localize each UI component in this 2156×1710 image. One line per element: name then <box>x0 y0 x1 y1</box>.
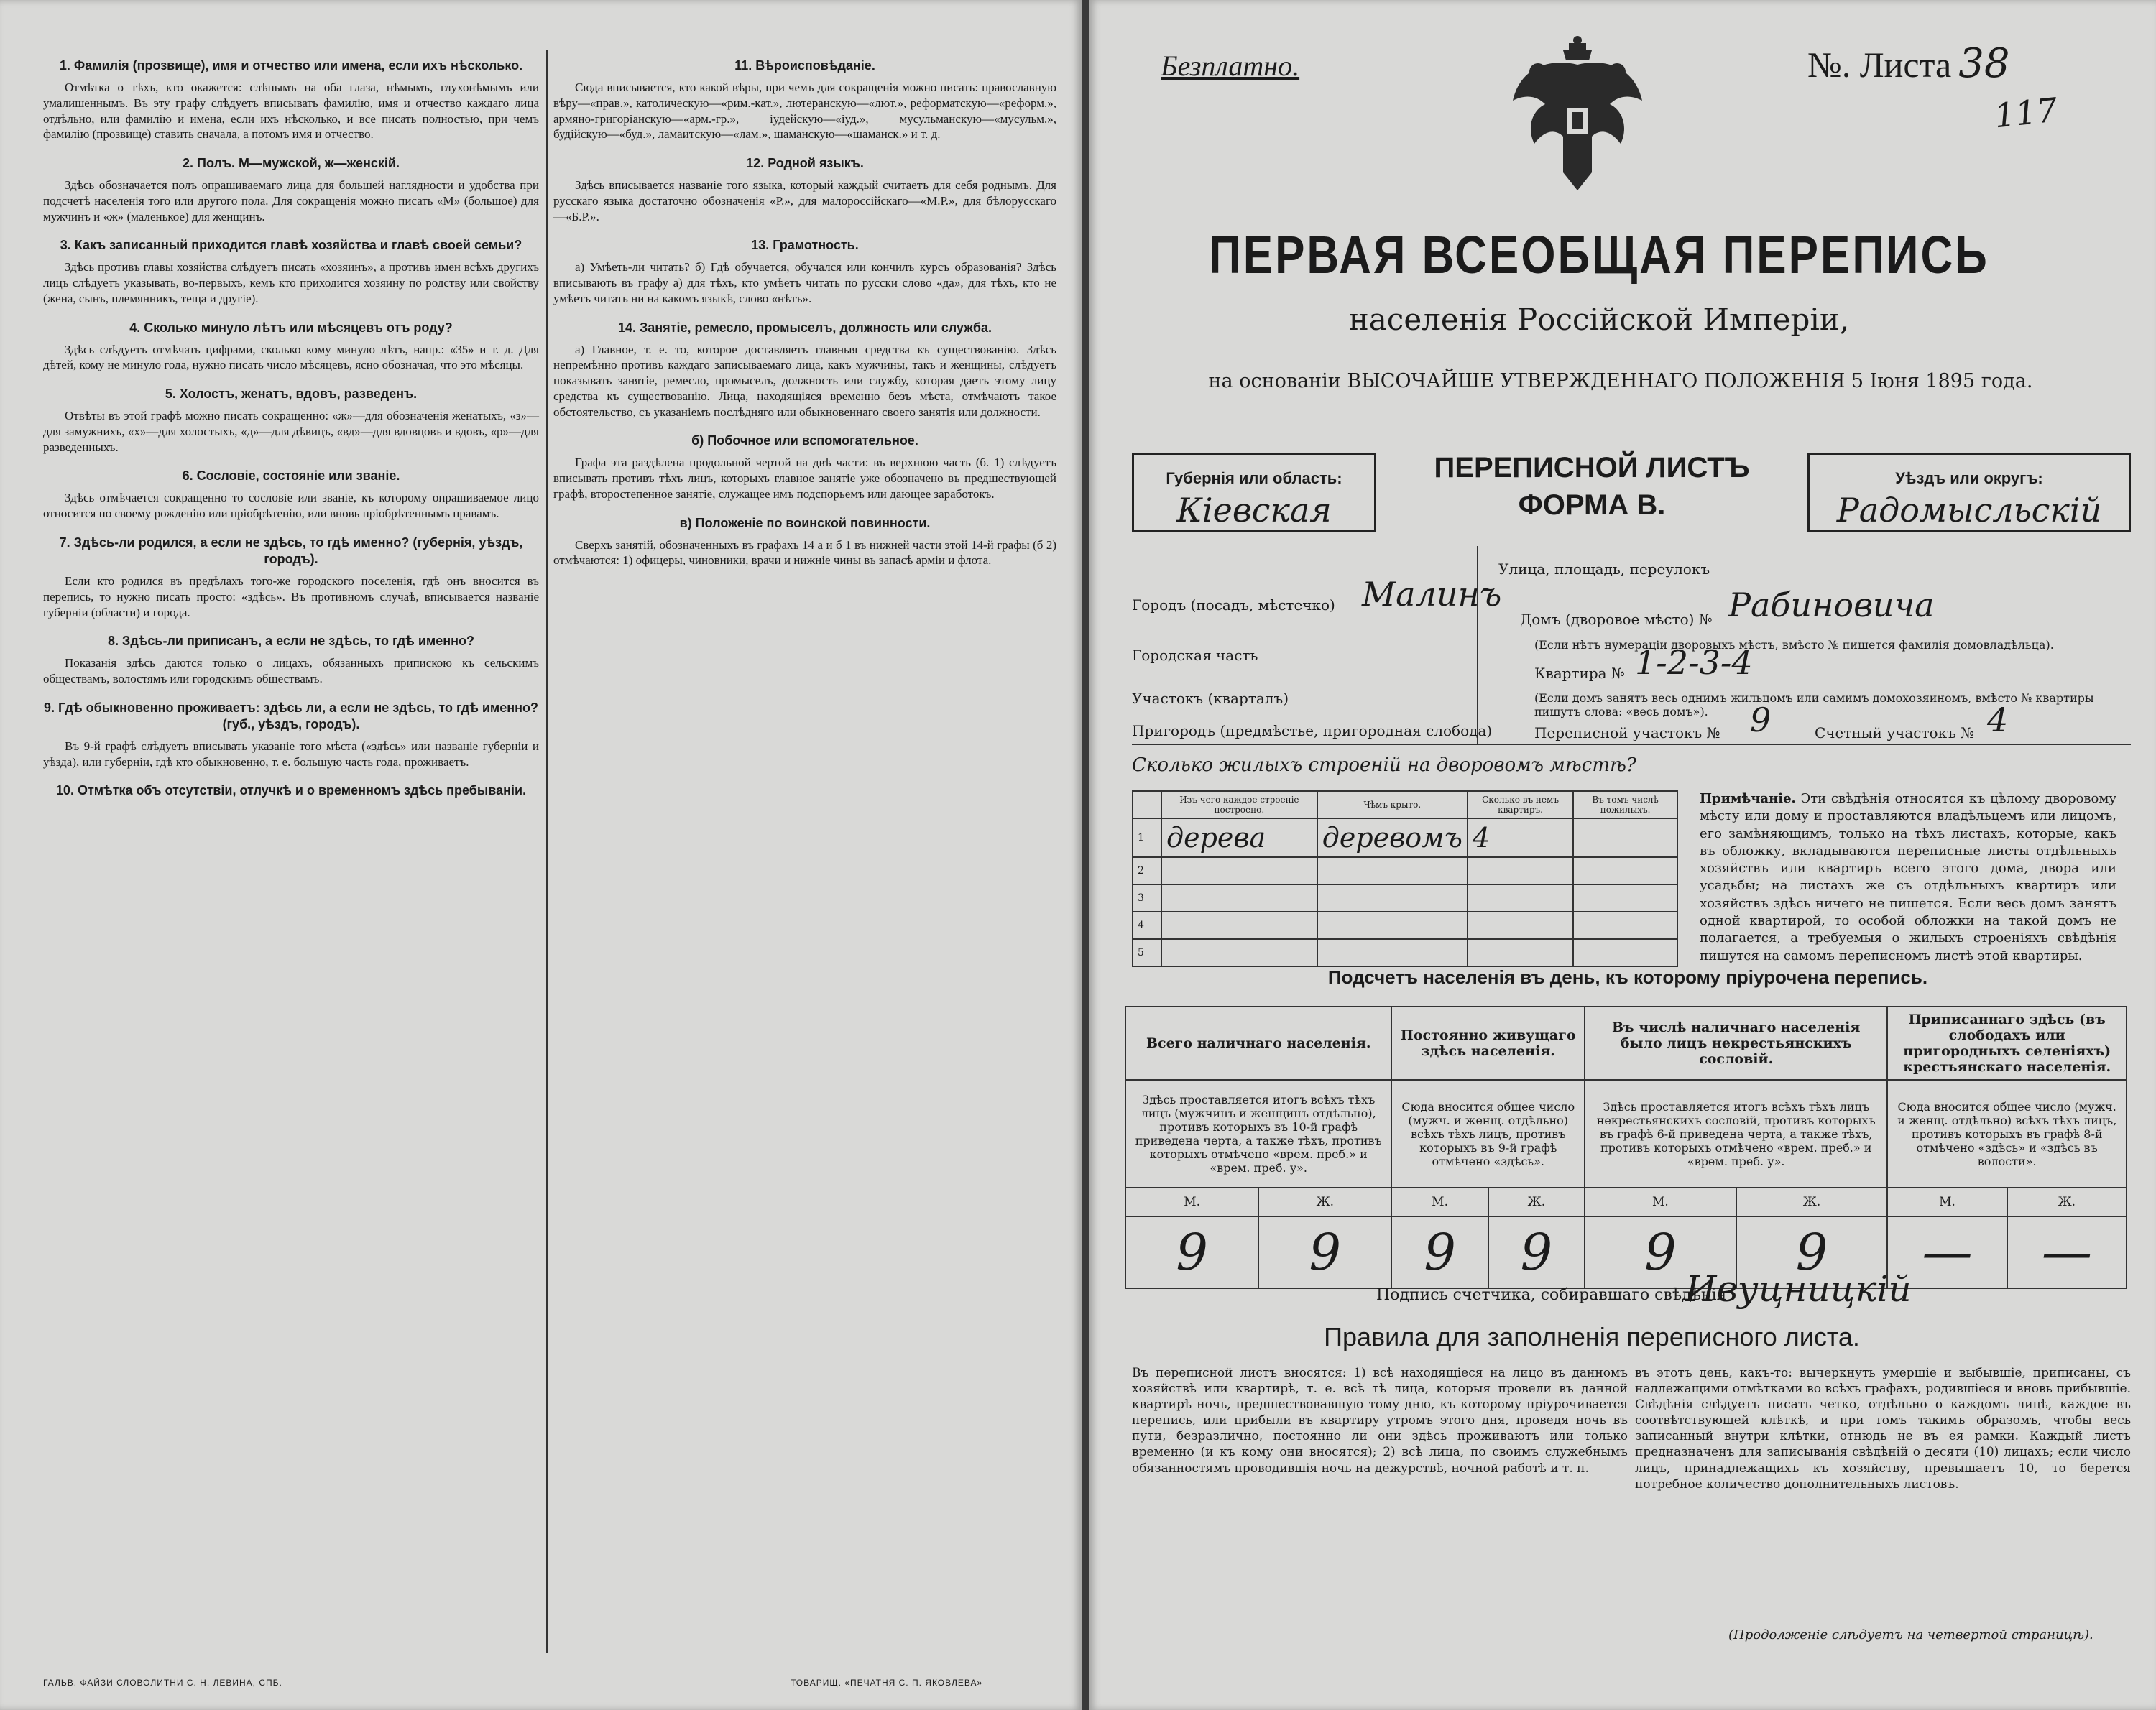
buildings-header-cell <box>1133 791 1161 818</box>
signature-label: Подпись счетчика, собиравшаго свѣдѣнія <box>1376 1286 1727 1304</box>
instruction-heading: 9. Гдѣ обыкновенно проживаетъ: здѣсь ли, а если не здѣсь, то гдѣ именно? (губ., уѣздъ, городъ). <box>43 700 538 731</box>
buildings-cell <box>1573 857 1677 884</box>
buildings-cell: 5 <box>1133 939 1161 966</box>
instruction-body: Здѣсь слѣдуетъ отмѣчать цифрами, сколько кому минуло лѣтъ, напр.: «35» и т. д. Для дѣтей, кому не минуло года, нужно писать число мѣсяцевъ, ясно обозначая, что это мѣсяцы. <box>43 342 539 372</box>
buildings-cell <box>1468 912 1573 939</box>
count-value: 9 <box>1258 1216 1391 1288</box>
instruction-body: Отмѣтка о тѣхъ, кто окажется: слѣпымъ на оба глаза, нѣмымъ, глухонѣмымъ или умалишеннымъ. Въ эту графу слѣдуетъ вписывать фамилію, имя и отчество каждаго лица отдѣльно, или фамилію и имена, если ихъ нѣсколько, и все писать полностью, при чемъ фамилію (прозвище) ставить сначала, а потомъ имя и отчество. <box>43 80 539 142</box>
count-value: — <box>2007 1216 2127 1288</box>
sex-label: М. <box>1887 1188 2007 1216</box>
town-value: Малинъ <box>1362 575 1502 614</box>
instruction-heading: 3. Какъ записанный приходится главѣ хозяйства и главѣ своей семьи? <box>60 238 522 253</box>
census-subtitle: населенія Россійской Имперіи, <box>1348 302 1850 337</box>
count-description: Здѣсь проставляется итогъ всѣхъ тѣхъ лицъ некрестьянскихъ сословій, противъ которыхъ въ графѣ 6-й приведена черта, а также тѣхъ, противъ которыхъ отмѣчено «врем. преб.» и «врем. преб. у». <box>1585 1080 1887 1188</box>
instruction-body: Отвѣты въ этой графѣ можно писать сокращенно: «ж»—для обозначенія женатыхъ, «з»—для замужнихъ, «х»—для холостыхъ, «д»—для дѣвицъ, «вд»—для вдовцовъ и вдовъ, «р»—для разведенныхъ. <box>43 409 539 454</box>
uezd-box <box>1807 453 2131 532</box>
instruction-body: Въ 9-й графѣ слѣдуетъ вписывать указаніе того мѣста («здѣсь» или названіе губерніи и уѣзда), или губерніи, гдѣ кто обыкновенно, т. е. большую часть года, проживаетъ. <box>43 739 539 769</box>
buildings-table <box>1132 790 1678 967</box>
count-header: Постоянно живущаго здѣсь населенія. <box>1391 1007 1585 1080</box>
apartment-label: Квартира № <box>1534 665 1625 682</box>
buildings-row <box>1133 939 1677 966</box>
instruction-section <box>553 237 1056 306</box>
address-bottom-rule <box>1132 744 2131 745</box>
instruction-heading: 1. Фамилія (прозвище), имя и отчество или имена, если ихъ нѣсколько. <box>59 58 523 73</box>
buildings-row <box>1133 857 1677 884</box>
sheet-number-value: 38 <box>1958 40 2010 87</box>
sheet-type-line2: ФОРМА В. <box>1518 489 1666 521</box>
count-value: 9 <box>1736 1216 1888 1288</box>
buildings-cell <box>1573 939 1677 966</box>
sex-label: М. <box>1391 1188 1488 1216</box>
buildings-cell: дерева <box>1161 818 1317 857</box>
rules-column-1: Въ переписной листъ вносятся: 1) всѣ находящіеся на лицо въ данномъ хозяйствѣ или квартирѣ, т. е. всѣ тѣ лица, которыя провели въ данной квартирѣ ночь, предшествовавшую тому дню, къ которому пріурочивается перепись, или прибыли въ квартиру утромъ этого дня, проведя ночь въ пути, безразлично, постоянно ли они здѣсь проживаютъ или только временно (и къ кому они вносятся); 2) всѣ лица, по своимъ служебнымъ обязанностямъ проводившія ночь на дежурствѣ, ночной работѣ и т. п. <box>1132 1366 1628 1476</box>
instruction-section <box>43 633 539 687</box>
count-header: Всего наличнаго населенія. <box>1125 1007 1391 1080</box>
buildings-cell <box>1161 912 1317 939</box>
census-district-value: 9 <box>1750 701 1772 739</box>
instruction-section <box>553 515 1056 569</box>
instruction-heading: 13. Грамотность. <box>751 238 859 253</box>
buildings-header-cell: Чѣмъ крыто. <box>1317 791 1468 818</box>
sex-label: М. <box>1125 1188 1258 1216</box>
apartment-note: (Если домъ занятъ весь однимъ жильцомъ или самимъ домохозяиномъ, вмѣсто № квартиры пишутъ слова: «весь домъ»). <box>1534 691 2094 718</box>
house-note: (Если нѣтъ нумераціи дворовыхъ мѣстъ, вмѣсто № пишется фамилія домовладѣльца). <box>1534 638 2054 652</box>
instruction-body: Если кто родился въ предѣлахъ того-же городского поселенія, гдѣ онъ вносится въ перепись, то нужно писать просто: «здѣсь». Въ противномъ случаѣ, вписывается названіе губерніи (области) и города. <box>43 574 539 619</box>
population-count-table <box>1125 1006 2127 1289</box>
instruction-heading: 5. Холостъ, женатъ, вдовъ, разведенъ. <box>165 387 418 402</box>
count-description: Здѣсь проставляется итогъ всѣхъ тѣхъ лицъ (мужчинъ и женщинъ отдѣльно), противъ которыхъ въ 10-й графѣ приведена черта, а также тѣхъ, противъ которыхъ отмѣчено «врем. преб.» и «врем. преб. у». <box>1125 1080 1391 1188</box>
sheet-type-line1: ПЕРЕПИСНОЙ ЛИСТЪ <box>1434 452 1750 484</box>
counting-district-value: 4 <box>1987 701 2009 739</box>
instruction-section <box>43 57 539 142</box>
double-headed-eagle-emblem <box>1506 29 1649 194</box>
count-header: Въ числѣ наличнаго населенія было лицъ некрестьянскихъ сословій. <box>1585 1007 1887 1080</box>
buildings-header-cell: Въ томъ числѣ пожилыхъ. <box>1573 791 1677 818</box>
buildings-question: Сколько жилыхъ строеній на дворовомъ мѣстѣ? <box>1132 754 1636 776</box>
buildings-cell <box>1573 884 1677 912</box>
instruction-body: Здѣсь противъ главы хозяйства слѣдуетъ писать «хозяинъ», а противъ имен всѣхъ другихъ лицъ слѣдуетъ указывать, во-первыхъ, кемъ кто приходится хозяину по родству или свойству (жена, сынъ, племянникъ, теща и другіе). <box>43 260 539 305</box>
free-label: Безплатно. <box>1161 50 1300 82</box>
buildings-cell <box>1161 857 1317 884</box>
instruction-section <box>43 155 539 224</box>
buildings-cell <box>1468 857 1573 884</box>
sex-label: Ж. <box>2007 1188 2127 1216</box>
instruction-section <box>43 468 539 522</box>
instruction-body: Сюда вписывается, кто какой вѣры, при чемъ для сокращенія можно писать: православную вѣру—«прав.», католическую—«рим.-кат.», лютеранскую—«лют.», реформатскую—«реформ.», армяно-григоріанскую—«арм.-гр.», іудейскую—«іуд.», мусульманскую—«мусульм.», будійскую—«буд.», ламаитскую—«лам.», шаманскую—«шаманск.» и т. д. <box>553 80 1056 142</box>
buildings-row <box>1133 912 1677 939</box>
instruction-body: Сверхъ занятій, обозначенныхъ въ графахъ 14 а и б 1 въ нижней части этой 14-й графы (б 2) отмѣчаются: 1) офицеры, чиновники, врачи и нижніе чины въ запасѣ арміи и флота. <box>553 537 1056 568</box>
right-page <box>1089 0 2156 1710</box>
corner-handwritten-number: 117 <box>1992 90 2060 136</box>
sheet-number-label: №. Листа <box>1807 45 1952 85</box>
buildings-header-cell: Сколько въ немъ квартиръ. <box>1468 791 1573 818</box>
instruction-heading: 2. Полъ. М—мужской, ж—женскій. <box>183 156 400 171</box>
instruction-body: Здѣсь обозначается полъ опрашиваемаго лица для большей наглядности и удобства при подсчетѣ населенія того или другого пола. Для сокращенія можно писать «М» (большое) для мужчинъ и «ж» (маленькое) для женщинъ. <box>43 178 539 223</box>
suburb-label: Пригородъ (предмѣстье, пригородная слобода) <box>1132 722 1493 739</box>
rules-title: Правила для заполненія переписного листа. <box>1324 1322 1860 1351</box>
instruction-heading: 14. Занятіе, ремесло, промыселъ, должность или служба. <box>617 320 992 335</box>
instruction-heading: 10. Отмѣтка объ отсутствіи, отлучкѣ и о временномъ здѣсь пребываніи. <box>55 783 527 798</box>
buildings-cell <box>1317 912 1468 939</box>
buildings-row <box>1133 818 1677 857</box>
street-label: Улица, площадь, переулокъ <box>1498 560 1710 578</box>
sex-label: Ж. <box>1736 1188 1888 1216</box>
rules-column-2: въ этотъ день, какъ-то: вычеркнуть умершіе и выбывшіе, приписаны, съ надлежащими отмѣтками во всѣхъ графахъ, родившіеся и вновь прибывшіе. Свѣдѣнія слѣдуетъ писать четко, отдѣльно о каждомъ лицѣ, каждое въ соотвѣтствующей клѣткѣ, и при томъ такимъ образомъ, чтобы весь записанный внутри клѣтки, отнюдь не въ ея рамки. Каждый листъ предназначенъ для записыванія свѣдѣній о десяти (10) лицахъ; если число лицъ, принадлежащихъ къ хозяйству, превышаетъ 10, то берется потребное количество дополнительныхъ листовъ. <box>1635 1366 2131 1492</box>
guberniya-label: Губернія или область: <box>1166 469 1342 487</box>
instruction-body: Показанія здѣсь даются только о лицахъ, обязанныхъ припискою къ сельскимъ обществамъ, волостямъ или городскимъ обществамъ. <box>43 656 539 686</box>
house-value: Рабиновича <box>1728 586 1935 624</box>
instruction-section <box>43 700 539 770</box>
count-value: 9 <box>1125 1216 1258 1288</box>
instruction-body: Здѣсь вписывается названіе того языка, который каждый считаетъ для себя роднымъ. Для русскаго языка достаточно обозначенія «Р.», для малороссійскаго—«М.Р.», для бѣлорусскаго—«Б.Р.». <box>553 178 1056 223</box>
buildings-cell <box>1468 939 1573 966</box>
city-part-label: Городская часть <box>1132 647 1258 664</box>
instruction-section <box>553 433 1056 502</box>
census-title: ПЕРВАЯ ВСЕОБЩАЯ ПЕРЕПИСЬ <box>1209 226 1989 285</box>
population-count-title: Подсчетъ населенія въ день, къ которому пріурочена перепись. <box>1327 966 1928 988</box>
buildings-cell: 2 <box>1133 857 1161 884</box>
count-description: Сюда вносится общее число (мужч. и женщ. отдѣльно) всѣхъ тѣхъ лицъ, противъ которыхъ въ графѣ 8-й отмѣчено «здѣсь» и «здѣсь въ волости». <box>1887 1080 2127 1188</box>
guberniya-value: Кіевская <box>1176 491 1332 530</box>
count-value: 9 <box>1488 1216 1585 1288</box>
sheet-type <box>1398 449 1786 524</box>
instruction-heading: в) Положеніе по воинской повинности. <box>679 515 931 530</box>
printer-footer-left: ГАЛЬВ. ФАЙЗИ СЛОВОЛИТНИ С. Н. ЛЕВИНА, СПБ. <box>43 1678 282 1688</box>
buildings-cell <box>1573 912 1677 939</box>
town-label: Городъ (посадъ, мѣстечко) <box>1132 596 1335 614</box>
book-gutter <box>1082 0 1089 1710</box>
sex-label: Ж. <box>1488 1188 1585 1216</box>
note-head: Примѣчаніе. <box>1700 791 1796 806</box>
buildings-cell <box>1317 939 1468 966</box>
count-description: Сюда вносится общее число (мужч. и женщ. отдѣльно) всѣхъ тѣхъ лицъ, противъ которыхъ въ 9-й графѣ отмѣчено «здѣсь». <box>1391 1080 1585 1188</box>
buildings-cell: деревомъ <box>1317 818 1468 857</box>
count-value: 9 <box>1391 1216 1488 1288</box>
instruction-section <box>43 237 539 306</box>
instruction-body: а) Главное, т. е. то, которое доставляетъ главныя средства къ существованію. Здѣсь непремѣнно противъ каждаго записываемаго лица, какъ мужчины, такъ и женщины, слѣдуетъ показывать занятіе, ремесло, промыселъ, должность или службу, которая даетъ этому лицу средства къ существованію. Лица, находящіяся временно безъ мѣста, отмѣчаютъ такое обстоятельство, съ указаніемъ послѣдняго или обыкновеннаго своего занятія или должности. <box>553 342 1056 419</box>
instruction-heading: 8. Здѣсь-ли приписанъ, а если не здѣсь, то гдѣ именно? <box>108 634 474 649</box>
instruction-section <box>553 57 1056 142</box>
apartment-value: 1-2-3-4 <box>1635 643 1753 682</box>
instruction-heading: 7. Здѣсь-ли родился, а если не здѣсь, то гдѣ именно? (губернія, уѣздъ, городъ). <box>59 535 523 566</box>
instruction-body: а) Умѣеть-ли читать? б) Гдѣ обучается, обучался или кончилъ курсъ образованія? Здѣсь вписывають въ графу а) для тѣхъ, кто умѣетъ читать по русски слово «да», для тѣхъ, кто не умѣетъ читать ни на какомъ языкѣ, слово «нѣтъ». <box>553 260 1056 305</box>
buildings-cell: 3 <box>1133 884 1161 912</box>
instruction-section <box>43 320 539 374</box>
buildings-cell <box>1573 818 1677 857</box>
buildings-cell <box>1317 857 1468 884</box>
buildings-cell <box>1161 939 1317 966</box>
house-label: Домъ (дворовое мѣсто) № <box>1520 611 1713 628</box>
instruction-section <box>43 386 539 455</box>
instruction-heading: 12. Родной языкъ. <box>746 156 864 171</box>
instruction-section <box>553 320 1056 420</box>
buildings-cell <box>1468 884 1573 912</box>
buildings-cell: 1 <box>1133 818 1161 857</box>
district-label: Участокъ (кварталъ) <box>1132 690 1289 707</box>
buildings-row <box>1133 884 1677 912</box>
instruction-section <box>553 155 1056 224</box>
counting-district-label: Счетный участокъ № <box>1815 724 1975 741</box>
legal-basis: на основаніи ВЫСОЧАЙШЕ УТВЕРЖДЕННАГО ПОЛОЖЕНІЯ 5 Іюня 1895 года. <box>1208 370 2033 392</box>
sex-label: Ж. <box>1258 1188 1391 1216</box>
instruction-heading: 11. Вѣроисповѣданіе. <box>734 58 875 73</box>
sheet-number <box>1807 40 2010 87</box>
buildings-cell: 4 <box>1468 818 1573 857</box>
instruction-section <box>43 782 539 799</box>
uezd-label: Уѣздъ или округъ: <box>1895 469 2043 487</box>
enumerator-signature: Ивуцницкій <box>1685 1268 1912 1310</box>
instruction-heading: б) Побочное или вспомогательное. <box>691 433 918 448</box>
buildings-cell <box>1161 884 1317 912</box>
census-district-label: Переписной участокъ № <box>1534 724 1720 741</box>
buildings-header-cell: Изъ чего каждое строеніе построено. <box>1161 791 1317 818</box>
instruction-heading: 6. Сословіе, состояніе или званіе. <box>182 468 400 484</box>
count-value: — <box>1887 1216 2007 1288</box>
instructions-column-2 <box>553 57 1056 581</box>
note-text: Эти свѣдѣнія относятся къ цѣлому дворовому мѣсту или дому и проставляются владѣльцемъ или лицомъ, его замѣняющимъ, только на тѣхъ листахъ, которые, какъ въ обложку, вкладываются переписные листы отдѣльныхъ хозяйствъ или квартиръ всего этого дома, двора или усадьбы; на листахъ же съ отдѣльныхъ квартиръ или хозяйствъ здѣсь ничего не пишется. Если весь домъ занятъ одной квартирой, то особой обложки на такой домъ не полагается, а требуемыя о жилыхъ строеніяхъ свѣдѣнія пишутся на самомъ переписномъ листѣ этой квартиры. <box>1700 791 2116 963</box>
count-value: 9 <box>1585 1216 1736 1288</box>
rules-continued-note: (Продолженіе слѣдуетъ на четвертой страницѣ). <box>1728 1627 2093 1642</box>
printer-footer-right: ТОВАРИЩ. «ПЕЧАТНЯ С. П. ЯКОВЛЕВА» <box>791 1678 983 1688</box>
uezd-value: Радомысльскій <box>1836 491 2102 530</box>
buildings-note <box>1700 790 2116 965</box>
guberniya-box <box>1132 453 1376 532</box>
instruction-body: Здѣсь отмѣчается сокращенно то сословіе или званіе, къ которому опрашиваемое лицо относится по своему рожденію или пріобрѣтенію, или вновь пріобрѣтеннымъ правамъ. <box>43 491 539 521</box>
count-header: Приписаннаго здѣсь (въ слободахъ или пригородныхъ селеніяхъ) крестьянскаго населенія. <box>1887 1007 2127 1080</box>
buildings-cell: 4 <box>1133 912 1161 939</box>
instruction-body: Графа эта раздѣлена продольной чертой на двѣ части: въ верхнюю часть (б. 1) слѣдуетъ вписывать противъ тѣхъ лицъ, которыхъ главное занятіе уже обозначено въ предшествующей графѣ, второстепенное занятіе, служащее имъ подспорьемъ или дающее заработокъ. <box>553 456 1056 501</box>
sex-label: М. <box>1585 1188 1736 1216</box>
column-divider <box>546 50 548 1653</box>
instruction-section <box>43 535 539 620</box>
buildings-cell <box>1317 884 1468 912</box>
instructions-column-1 <box>43 57 539 812</box>
instruction-heading: 4. Сколько минуло лѣтъ или мѣсяцевъ отъ роду? <box>129 320 453 335</box>
